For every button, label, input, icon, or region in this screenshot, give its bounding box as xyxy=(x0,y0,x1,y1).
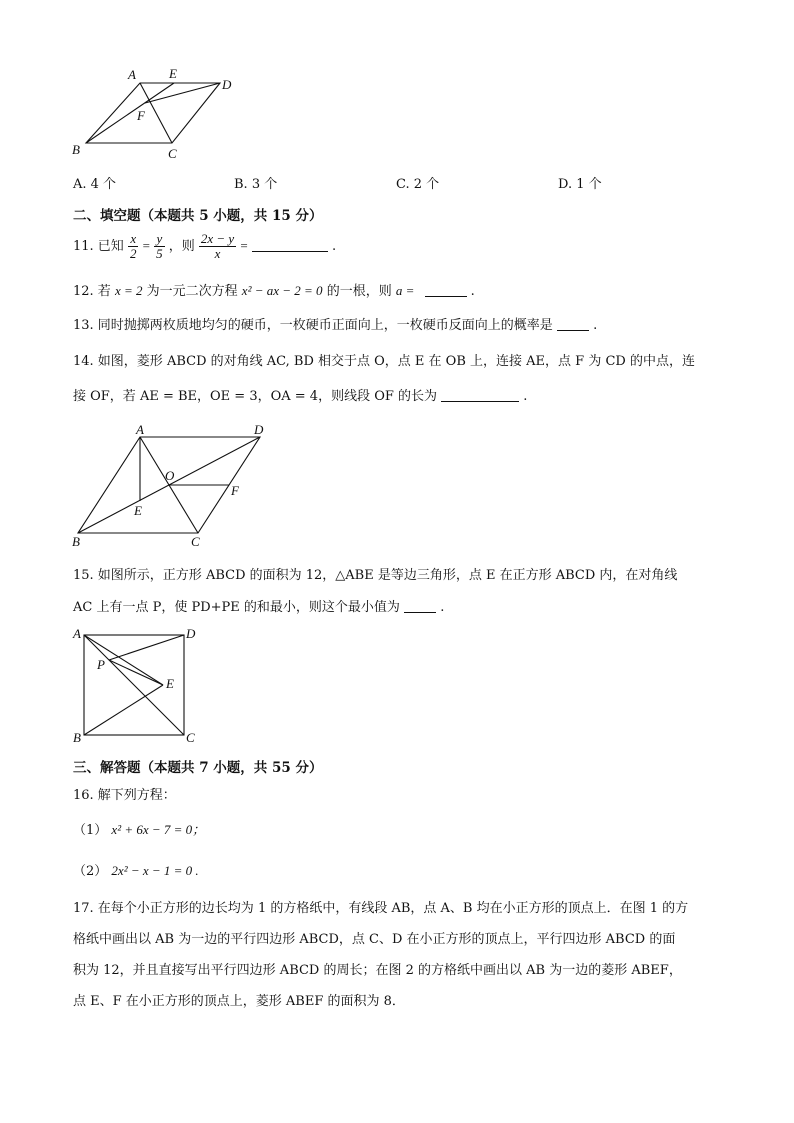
segment-pd xyxy=(109,635,184,660)
q11-fraction-x-over-2 xyxy=(128,232,139,261)
label-o: O xyxy=(165,468,175,483)
question-15-line-1: 15. 如图所示，正方形 ABCD 的面积为 12，△ABE 是等边三角形，点 E 在正方形 ABCD 内，在对角线 xyxy=(73,568,678,583)
q15-line2-prefix: AC 上有一点 P，使 PD+PE 的和最小，则这个最小值为 xyxy=(73,600,400,615)
question-17-line-3: 积为 12，并且直接写出平行四边形 ABCD 的周长；在图 2 的方格纸中画出以 AB 为一边的菱形 ABEF， xyxy=(73,963,682,978)
label-d: D xyxy=(254,422,264,437)
q11-prefix: 11. 已知 xyxy=(73,239,124,254)
label-c: C xyxy=(191,534,200,549)
question-17-line-1: 17. 在每个小正方形的边长均为 1 的方格纸中，有线段 AB，点 A、B 均在小正方形的顶点上．在图 1 的方 xyxy=(73,901,689,916)
q11-f1-num: x xyxy=(128,232,139,247)
q12-answer-blank[interactable] xyxy=(425,284,467,297)
q11-answer-blank[interactable] xyxy=(252,239,328,252)
q12-end: . xyxy=(470,284,475,299)
label-a: A xyxy=(128,67,136,82)
question-11 xyxy=(73,232,336,261)
question-15-line-2 xyxy=(73,600,444,614)
segment-ae xyxy=(84,635,163,685)
q11-f3-den: x xyxy=(214,246,221,261)
q13-text: 13. 同时抛掷两枚质地均匀的硬币，一枚硬币正面向上，一枚硬币反面向上的概率是 xyxy=(73,318,553,333)
question-17-line-2: 格纸中画出以 AB 为一边的平行四边形 ABCD，点 C、D 在小正方形的顶点上，平行四边形 ABCD 的面 xyxy=(73,932,676,947)
q11-mid: ，则 xyxy=(168,239,195,254)
q12-prefix: 12. 若 xyxy=(73,284,111,299)
label-d: D xyxy=(222,77,232,92)
question-13 xyxy=(73,318,597,332)
q13-answer-blank[interactable] xyxy=(557,318,589,331)
section-title-solve: 三、解答题（本题共 7 小题，共 55 分） xyxy=(73,760,323,776)
option-d[interactable]: D. 1 个 xyxy=(558,177,602,192)
label-e: E xyxy=(169,66,177,81)
label-c: C xyxy=(186,730,195,745)
figure-q15-square xyxy=(66,624,206,746)
label-d: D xyxy=(186,626,196,641)
q11-f3-num: 2x − y xyxy=(200,231,235,246)
q11-fraction-y-over-5 xyxy=(154,232,165,261)
label-b: B xyxy=(72,534,80,549)
parallelogram-abcd xyxy=(86,83,220,143)
segment-be xyxy=(84,685,163,735)
label-a: A xyxy=(136,422,144,437)
question-16-part-2 xyxy=(73,864,199,878)
q14-answer-blank[interactable] xyxy=(441,389,519,402)
q11-f1-den: 2 xyxy=(129,246,137,261)
q12-equation: x² − ax − 2 = 0 xyxy=(241,283,323,298)
q12-mid1: 为一元二次方程 xyxy=(146,284,238,299)
q14-end: . xyxy=(523,389,528,404)
label-c: C xyxy=(168,146,177,161)
q12-condition: x = 2 xyxy=(114,283,143,298)
q11-end: . xyxy=(331,239,337,254)
q16-p1-label: （1） xyxy=(73,823,108,838)
segment-be xyxy=(86,83,174,143)
q14-line2-prefix: 接 OF，若 AE = BE，OE = 3，OA = 4，则线段 OF 的长为 xyxy=(73,389,438,404)
question-16-title: 16. 解下列方程： xyxy=(73,788,176,803)
q11-fraction-2x-minus-y-over-x xyxy=(199,232,236,261)
segment-pe xyxy=(109,660,163,685)
segment-fd xyxy=(145,83,220,103)
figure-q14-rhombus xyxy=(66,418,286,554)
label-e: E xyxy=(166,676,174,691)
label-e: E xyxy=(134,503,142,518)
label-b: B xyxy=(72,142,80,157)
option-c[interactable]: C. 2 个 xyxy=(396,177,440,192)
option-b[interactable]: B. 3 个 xyxy=(234,177,278,192)
question-14-line-2 xyxy=(73,389,527,403)
question-17-line-4: 点 E、F 在小正方形的顶点上，菱形 ABEF 的面积为 8． xyxy=(73,994,405,1009)
figure-q10-parallelogram xyxy=(68,62,248,166)
question-14-line-1: 14. 如图，菱形 ABCD 的对角线 AC, BD 相交于点 O，点 E 在 OB 上，连接 AE，点 F 为 CD 的中点，连 xyxy=(73,354,695,369)
q11-tail: = xyxy=(240,238,248,253)
label-f: F xyxy=(231,483,239,498)
question-16-part-1 xyxy=(73,823,205,837)
q16-p2-label: （2） xyxy=(73,864,108,879)
label-a: A xyxy=(73,626,81,641)
q12-variable: a = xyxy=(395,283,415,298)
q16-p1-equation: x² + 6x − 7 = 0； xyxy=(111,822,206,837)
q11-eq: = xyxy=(142,238,150,253)
q13-end: . xyxy=(593,318,598,333)
label-f: F xyxy=(137,108,145,123)
q11-f2-num: y xyxy=(154,232,165,247)
question-12 xyxy=(73,284,475,298)
section-title-fill-in: 二、填空题（本题共 5 小题，共 15 分） xyxy=(73,208,323,224)
q15-end: . xyxy=(440,600,445,615)
label-p: P xyxy=(97,657,105,672)
q12-mid2: 的一根，则 xyxy=(326,284,392,299)
option-a[interactable]: A. 4 个 xyxy=(73,177,117,192)
q15-answer-blank[interactable] xyxy=(404,600,436,613)
q16-p2-equation: 2x² − x − 1 = 0 . xyxy=(111,863,199,878)
label-b: B xyxy=(73,730,81,745)
q11-f2-den: 5 xyxy=(156,246,163,261)
